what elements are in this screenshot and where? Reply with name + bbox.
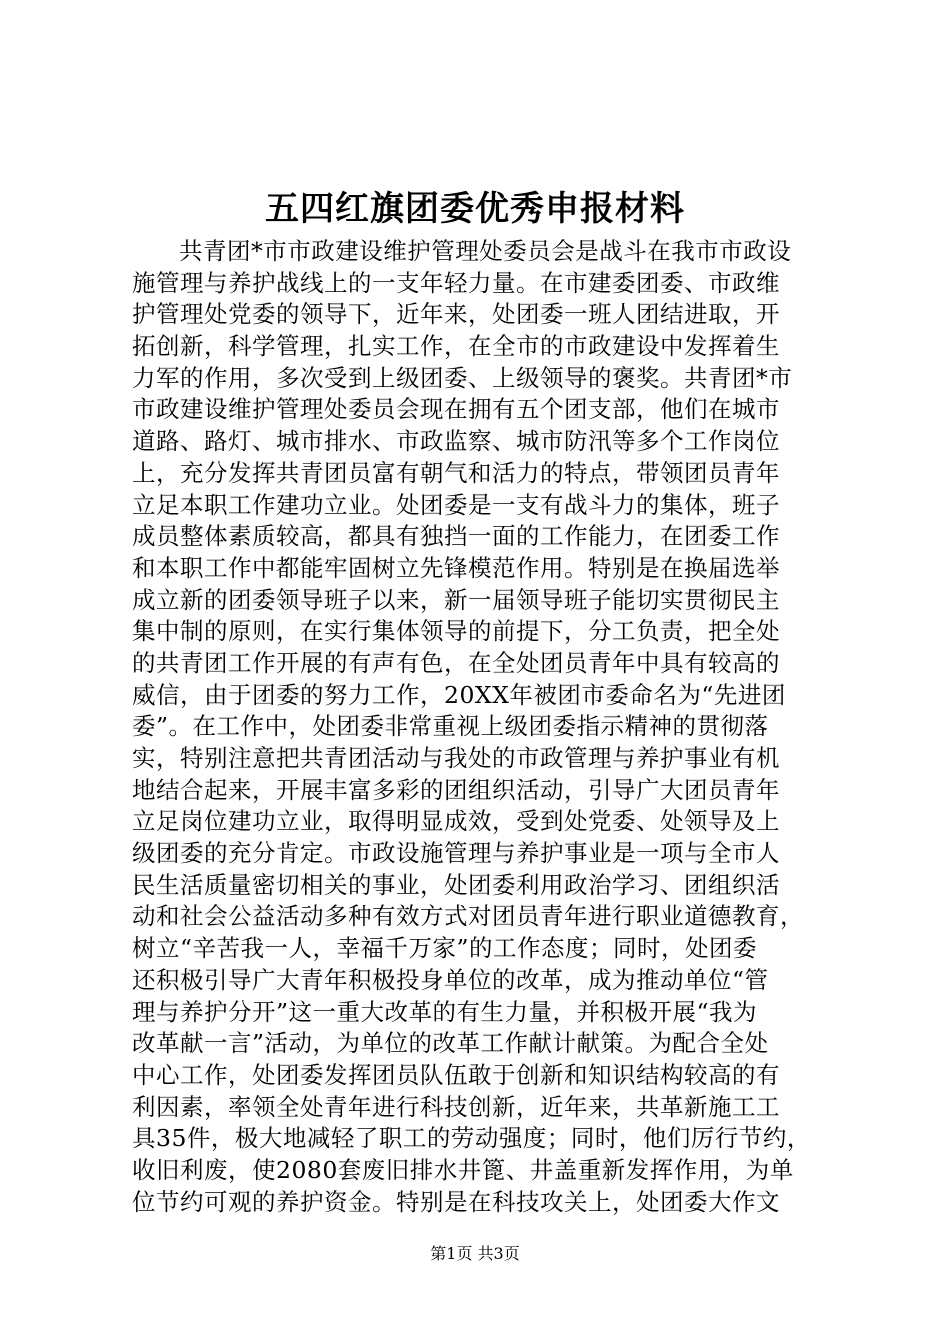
- body-line: 和本职工作中都能牢固树立先锋模范作用。特别是在换届选举: [132, 553, 780, 582]
- body-line: 具35件，极大地减轻了职工的劳动强度；同时，他们厉行节约，: [132, 1124, 811, 1153]
- body-line: 市政建设维护管理处委员会现在拥有五个团支部，他们在城市: [132, 395, 780, 424]
- body-line: 改革献一言”活动，为单位的改革工作献计献策。为配合全处: [132, 1029, 769, 1058]
- body-line: 树立“辛苦我一人，幸福千万家”的工作态度；同时，处团委: [132, 934, 758, 963]
- body-line: 力军的作用，多次受到上级团委、上级领导的褒奖。共青团*市: [132, 363, 793, 392]
- body-line: 威信，由于团委的努力工作，20XX年被团市委命名为“先进团: [132, 680, 786, 709]
- document-title: 五四红旗团委优秀申报材料: [265, 189, 685, 229]
- page-number-footer: 第1页 共3页: [430, 1244, 520, 1263]
- body-line: 成员整体素质较高，都具有独挡一面的工作能力，在团委工作: [132, 522, 780, 551]
- body-line: 利因素，率领全处青年进行科技创新，近年来，共革新施工工: [132, 1092, 780, 1121]
- body-line: 成立新的团委领导班子以来，新一届领导班子能切实贯彻民主: [132, 585, 780, 614]
- body-line: 民生活质量密切相关的事业，处团委利用政治学习、团组织活: [132, 870, 780, 899]
- body-line: 护管理处党委的领导下，近年来，处团委一班人团结进取，开: [132, 300, 780, 329]
- body-line: 立足本职工作建功立业。处团委是一支有战斗力的集体，班子: [132, 490, 780, 519]
- body-line: 拓创新，科学管理，扎实工作，在全市的市政建设中发挥着生: [132, 332, 780, 361]
- body-line: 委”。在工作中，处团委非常重视上级团委指示精神的贯彻落: [132, 712, 769, 741]
- body-line: 实，特别注意把共青团活动与我处的市政管理与养护事业有机: [132, 744, 780, 772]
- body-line: 位节约可观的养护资金。特别是在科技攻关上，处团委大作文: [132, 1187, 780, 1216]
- body-line: 收旧利废，使2080套废旧排水井篦、井盖重新发挥作用，为单: [132, 1155, 794, 1184]
- body-line: 上，充分发挥共青团员富有朝气和活力的特点，带领团员青年: [132, 458, 780, 487]
- body-line: 动和社会公益活动多种有效方式对团员青年进行职业道德教育，: [132, 902, 804, 931]
- body-line: 级团委的充分肯定。市政设施管理与养护事业是一项与全市人: [132, 839, 780, 868]
- body-line: 还积极引导广大青年积极投身单位的改革，成为推动单位“管: [132, 965, 769, 994]
- body-line: 集中制的原则，在实行集体领导的前提下，分工负责，把全处: [132, 617, 780, 646]
- body-line: 施管理与养护战线上的一支年轻力量。在市建委团委、市政维: [132, 268, 780, 297]
- body-line: 的共青团工作开展的有声有色，在全处团员青年中具有较高的: [132, 648, 780, 677]
- body-line: 中心工作，处团委发挥团员队伍敢于创新和知识结构较高的有: [132, 1060, 780, 1089]
- document-body: [132, 236, 832, 1218]
- body-line: 地结合起来，开展丰富多彩的团组织活动，引导广大团员青年: [132, 775, 780, 804]
- body-line: 道路、路灯、城市排水、市政监察、城市防汛等多个工作岗位: [132, 427, 780, 456]
- body-line: 理与养护分开”这一重大改革的有生力量，并积极开展“我为: [132, 997, 758, 1026]
- body-line: 立足岗位建功立业，取得明显成效，受到处党委、处领导及上: [132, 807, 780, 836]
- body-line: 共青团*市市政建设维护管理处委员会是战斗在我市市政设: [179, 237, 792, 265]
